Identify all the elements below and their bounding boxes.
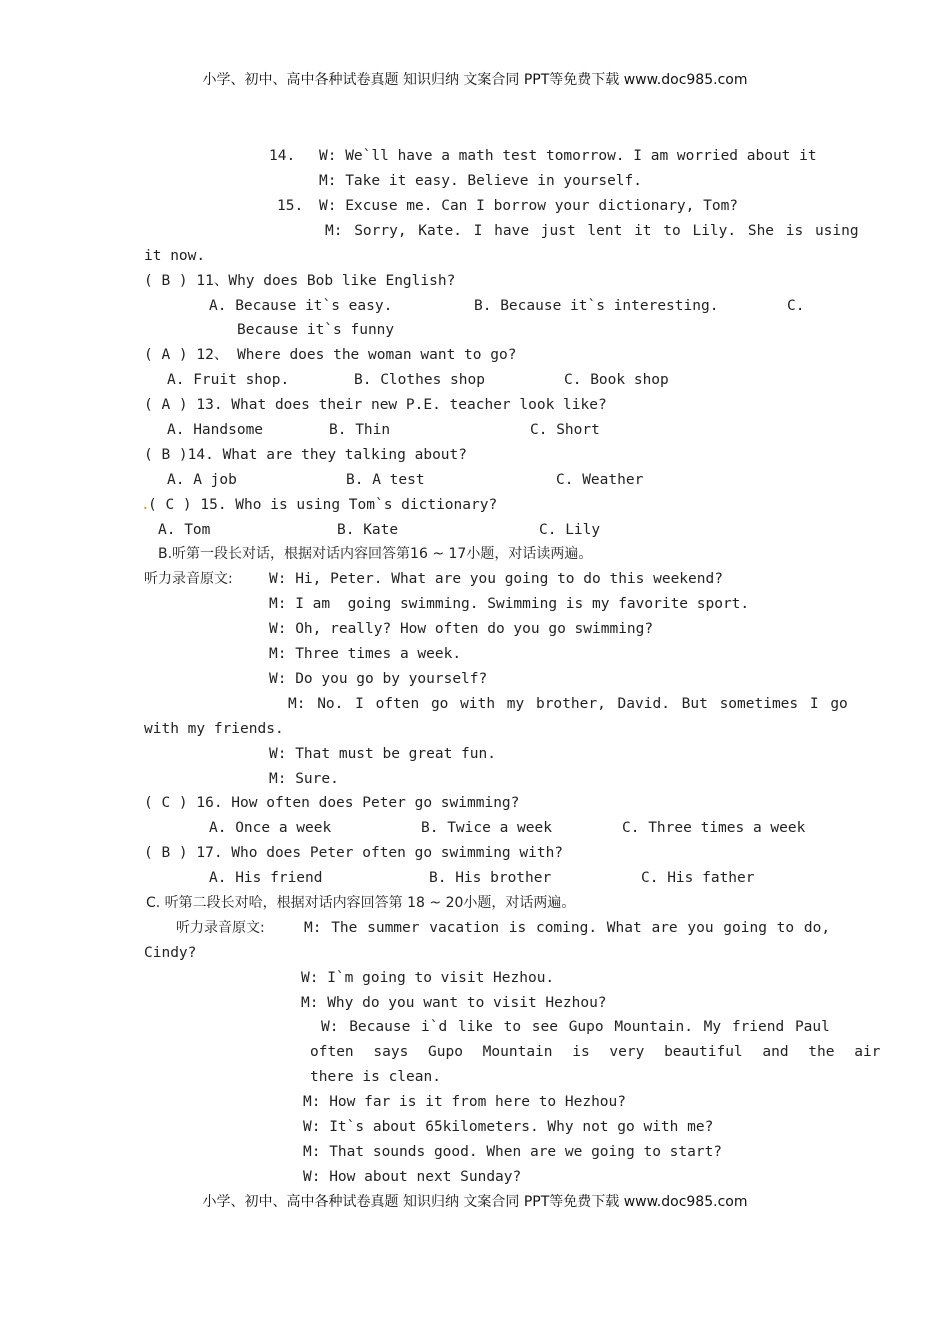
option-b: B. His brother [429,870,552,886]
option-a: A. His friend [209,870,323,886]
option-c: C. Book shop [564,372,669,388]
option-a: A. Once a week [209,820,332,836]
transcript-number: 15. [277,198,304,214]
transcript-label: 听力录音原文: [144,571,233,587]
transcript-label: 听力录音原文: [176,920,265,936]
page-footer: 小学、初中、高中各种试卷真题 知识归纳 文案合同 PPT等免费下载 www.doc985.com [202,1194,748,1210]
dialogue-line: M: How far is it from here to Hezhou? [303,1094,627,1110]
option-c: C. [787,298,805,314]
option-b: B. Because it`s interesting. [474,298,719,314]
option-b: B. Kate [337,522,399,538]
option-c-continued: Because it`s funny [237,322,395,338]
option-a: A. Handsome [167,422,264,438]
dialogue-line: M: That sounds good. When are we going to start? [303,1144,723,1160]
question-12: ( A ) 12、 Where does the woman want to go? [144,347,517,363]
page-header: 小学、初中、高中各种试卷真题 知识归纳 文案合同 PPT等免费下载 www.doc985.com [202,72,748,88]
option-c: C. Short [530,422,600,438]
dialogue-line: W: Oh, really? How often do you go swimming? [269,621,654,637]
section-b-title: B.听第一段长对话，根据对话内容回答第16 ~ 17小题，对话读两遍。 [158,546,593,562]
dialogue-line: with my friends. [144,721,284,737]
dialogue-line: W: Because i`d like to see Gupo Mountain. My friend Paul [321,1019,830,1035]
dialogue-line: W: I`m going to visit Hezhou. [301,970,555,986]
dialogue-line: M: The summer vacation is coming. What are you going to do, [304,920,831,936]
dialogue-line: M: No. I often go with my brother, David. But sometimes I go [288,696,848,712]
option-a: A. Tom [158,522,211,538]
transcript-line: W: We`ll have a math test tomorrow. I am worried about it [319,148,817,164]
dialogue-line: M: Why do you want to visit Hezhou? [301,995,607,1011]
option-a: A. Fruit shop. [167,372,290,388]
option-c: C. Weather [556,472,644,488]
dialogue-line: W: Hi, Peter. What are you going to do this weekend? [269,571,723,587]
section-c-title: C. 听第二段长对哈，根据对话内容回答第 18 ~ 20小题，对话两遍。 [146,895,576,911]
option-b: B. Clothes shop [354,372,485,388]
dialogue-line: M: Three times a week. [269,646,462,662]
option-b: B. A test [346,472,425,488]
dialogue-line: Cindy? [144,945,197,961]
question-11: ( B ) 11、Why does Bob like English? [144,273,456,289]
dialogue-line: W: How about next Sunday? [303,1169,522,1185]
dialogue-line: W: Do you go by yourself? [269,671,488,687]
question-17: ( B ) 17. Who does Peter often go swimming with? [144,845,564,861]
option-c: C. Three times a week [622,820,806,836]
question-15: ( C ) 15. Who is using Tom`s dictionary? [148,497,498,513]
transcript-line: M: Sorry, Kate. I have just lent it to Lily. She is using [325,223,859,239]
dialogue-line: there is clean. [310,1069,441,1085]
question-13: ( A ) 13. What does their new P.E. teacher look like? [144,397,607,413]
option-b: B. Thin [329,422,391,438]
transcript-number: 14. [269,148,296,164]
question-14: ( B )14. What are they talking about? [144,447,468,463]
dialogue-line: M: Sure. [269,771,339,787]
dialogue-line: W: That must be great fun. [269,746,496,762]
transcript-line: W: Excuse me. Can I borrow your dictionary, Tom? [319,198,739,214]
option-a: A. A job [167,472,237,488]
dialogue-line: M: I am going swimming. Swimming is my favorite sport. [269,596,750,612]
option-c: C. Lily [539,522,601,538]
question-15-marker: . [141,497,150,513]
option-a: A. Because it`s easy. [209,298,393,314]
transcript-line: it now. [144,248,206,264]
question-16: ( C ) 16. How often does Peter go swimming? [144,795,520,811]
option-c: C. His father [641,870,755,886]
dialogue-line: often says Gupo Mountain is very beautiful and the air [310,1044,881,1060]
option-b: B. Twice a week [421,820,552,836]
transcript-line: M: Take it easy. Believe in yourself. [319,173,643,189]
dialogue-line: W: It`s about 65kilometers. Why not go with me? [303,1119,714,1135]
